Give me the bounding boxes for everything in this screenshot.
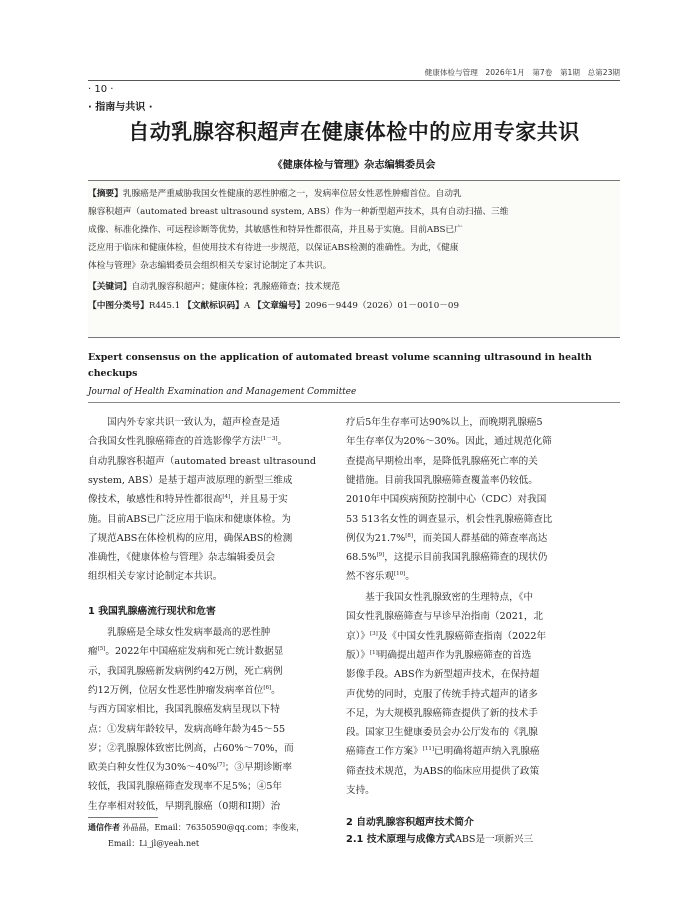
right-line: 国女性乳腺癌筛查与早诊早治指南（2021，北 [346, 611, 544, 623]
abstract-label: 【摘要】 [88, 189, 123, 199]
right-line: 键措施。目前我国乳腺癌筛查覆盖率仍较低。 [346, 474, 538, 486]
right-line: 疗后5年生存率可达90%以上，而晚期乳腺癌5 [346, 417, 543, 428]
left-line: 欧美白种女性仅为30%～40%[7]；③早期诊断率 [88, 761, 292, 774]
citation-ref: [9] [376, 551, 385, 558]
left-line: 组织相关专家讨论制定本共识。 [88, 571, 223, 583]
classification-line [88, 300, 620, 312]
abstract-text: 乳腺癌是严重威胁我国女性健康的恶性肿瘤之一，发病率位居女性恶性肿瘤首位。自动乳 [122, 189, 462, 199]
right-line: 然不容乐观[10]。 [346, 571, 415, 583]
left-line: 像技术，敏感性和特异性都很高[4]，并且易于实 [88, 494, 288, 506]
clc-number: R445.1 [148, 301, 181, 311]
citation-ref: [3] [369, 630, 378, 637]
body-rule [88, 402, 620, 403]
keywords: 自动乳腺容积超声；健康体检；乳腺癌筛查；技术规范 [131, 282, 340, 292]
left-line: 了规范ABS在体检机构的应用，确保ABS的检测 [88, 532, 293, 544]
right-line: 年生存率仅为20%～30%。因此，通过规范化筛 [346, 436, 552, 448]
subsection-text: ABS是一项新兴三 [454, 834, 534, 845]
doc-code: A [243, 301, 251, 311]
left-line: 较低，我国乳腺癌筛查发现率不足5%；④5年 [88, 781, 283, 793]
right-line: 版）》[1]明确提出超声作为乳腺癌筛查的首选 [346, 649, 532, 661]
article-number-label: 【文章编号】 [252, 301, 305, 311]
citation-ref: [11] [422, 746, 435, 753]
right-line: 例仅为21.7%[8]，而美国人群基础的筛查率高达 [346, 532, 548, 544]
correspondence-text: 孙晶晶，Email：76350590@qq.com；李俊来， [122, 823, 305, 832]
left-line: 岁；②乳腺腺体致密比例高，占60%～70%，而 [88, 742, 294, 754]
left-line: 施。目前ABS已广泛应用于临床和健康体检。为 [88, 513, 291, 525]
subsection-heading-2-1: 2.1 技术原理与成像方式 [346, 834, 455, 845]
right-line: 筛查技术规范，为ABS的临床应用提供了政策 [346, 765, 540, 777]
right-line: 基于我国女性乳腺致密的生理特点，《中 [346, 592, 534, 603]
right-line: 查提高早期检出率，是降低乳腺癌死亡率的关 [346, 455, 538, 467]
correspondence-line-2: Email：Li_jl@yeah.net [108, 839, 200, 848]
left-line: 国内外专家共识一致认为，超声检查是适 [88, 417, 280, 428]
abstract-box [88, 180, 620, 338]
citation-ref: [5] [97, 646, 106, 653]
left-line: 瘤[5]。2022年中国癌症发病和死亡统计数据显 [88, 646, 284, 658]
citation-ref: [7] [217, 761, 225, 768]
citation-ref: [6] [263, 684, 272, 691]
footnote-rule [88, 817, 158, 818]
left-line: 与西方国家相比，我国乳腺癌发病呈现以下特 [88, 704, 280, 716]
abstract-line-3: 成像、标准化操作、可远程诊断等优势，其敏感性和特异性都很高，并且易于实施。目前ABS已广 [88, 225, 463, 235]
english-journal: Journal of Health Examination and Management Committee [88, 387, 357, 397]
left-line: 自动乳腺容积超声（automated breast ultrasound [88, 455, 316, 467]
left-line: 生存率相对较低，早期乳腺癌（0期和Ⅰ期）治 [88, 800, 281, 812]
section-heading-1: 1 我国乳腺癌流行现状和危害 [88, 606, 216, 617]
english-title: Expert consensus on the application of automated breast volume scanning ultrasound in health checkups [88, 352, 592, 379]
right-line: 京）》[3]及《中国女性乳腺癌筛查指南（2022年 [346, 630, 547, 642]
right-line: 不足，为大规模乳腺癌筛查提供了新的技术手 [346, 707, 538, 719]
authors: 《健康体检与管理》杂志编辑委员会 [272, 160, 436, 171]
abstract-line-2: 腺容积超声（automated breast ultrasound system, ABS）作为一种新型超声技术，具有自动扫描、三维 [88, 207, 509, 217]
right-line: 癌筛查工作方案》[11]已明确将超声纳入乳腺癌 [346, 746, 540, 758]
section-heading-2: 2 自动乳腺容积超声技术简介 [346, 817, 474, 828]
left-line-text: 合我国女性乳腺癌筛查的首选影像学方法[1－3]。 [88, 436, 288, 448]
citation-ref: [10] [393, 571, 406, 578]
correspondence-label: 通信作者 [88, 823, 120, 832]
citation-ref: [1] [369, 649, 378, 656]
left-line [88, 432, 338, 451]
citation-ref: [1－3] [260, 436, 278, 443]
right-line: 影像手段。ABS作为新型超声技术，在保持超 [346, 669, 540, 681]
abstract-line-1 [88, 188, 620, 200]
citation-ref: [4] [222, 494, 231, 500]
correspondence-line-1 [88, 822, 338, 833]
left-line: 点：①发病年龄较早，发病高峰年龄为45～55 [88, 723, 286, 735]
running-header: 健康体检与管理 2026年1月 第7卷 第1期 总第23期 [424, 68, 620, 77]
right-line: 53 513名女性的调查显示，机会性乳腺癌筛查比 [346, 513, 553, 525]
left-line: 准确性，《健康体检与管理》杂志编辑委员会 [88, 552, 276, 564]
right-line: 段。国家卫生健康委员会办公厅发布的《乳腺 [346, 727, 538, 739]
abstract-line-5: 体检与管理》杂志编辑委员会组织相关专家讨论制定了本共识。 [88, 261, 332, 271]
subsection-line [346, 830, 596, 849]
abstract-line-4: 泛应用于临床和健康体检，但使用技术有待进一步规范，以保证ABS检测的准确性。为此，《健康 [88, 243, 459, 253]
right-line: 声优势的同时，克服了传统手持式超声的诸多 [346, 688, 538, 700]
right-line: 68.5%[9]，这提示目前我国乳腺癌筛查的现状仍 [346, 551, 548, 564]
article-title: 自动乳腺容积超声在健康体检中的应用专家共识 [128, 119, 580, 144]
header-rule [88, 80, 620, 81]
left-line: system, ABS）是基于超声波原理的新型三维成 [88, 474, 293, 486]
right-line: 2010年中国疾病预防控制中心（CDC）对我国 [346, 494, 547, 506]
doc-code-label: 【文献标识码】 [183, 301, 244, 311]
left-line: 乳腺癌是全球女性发病率最高的恶性肿 [88, 627, 271, 638]
keywords-label: 【关键词】 [88, 282, 132, 292]
right-line: 支持。 [346, 785, 375, 796]
left-line: 示，我国乳腺癌新发病例约42万例，死亡病例 [88, 665, 283, 677]
left-line: 约12万例，位居女性恶性肿瘤发病率首位[6]。 [88, 684, 281, 696]
citation-ref: [8] [405, 532, 414, 539]
clc-label: 【中图分类号】 [88, 301, 149, 311]
keywords-line [88, 281, 620, 293]
section-tag: · 指南与共识 · [88, 102, 153, 113]
page-number: · 10 · [88, 84, 114, 95]
article-number: 2096－9449（2026）01－0010－09 [304, 301, 459, 311]
